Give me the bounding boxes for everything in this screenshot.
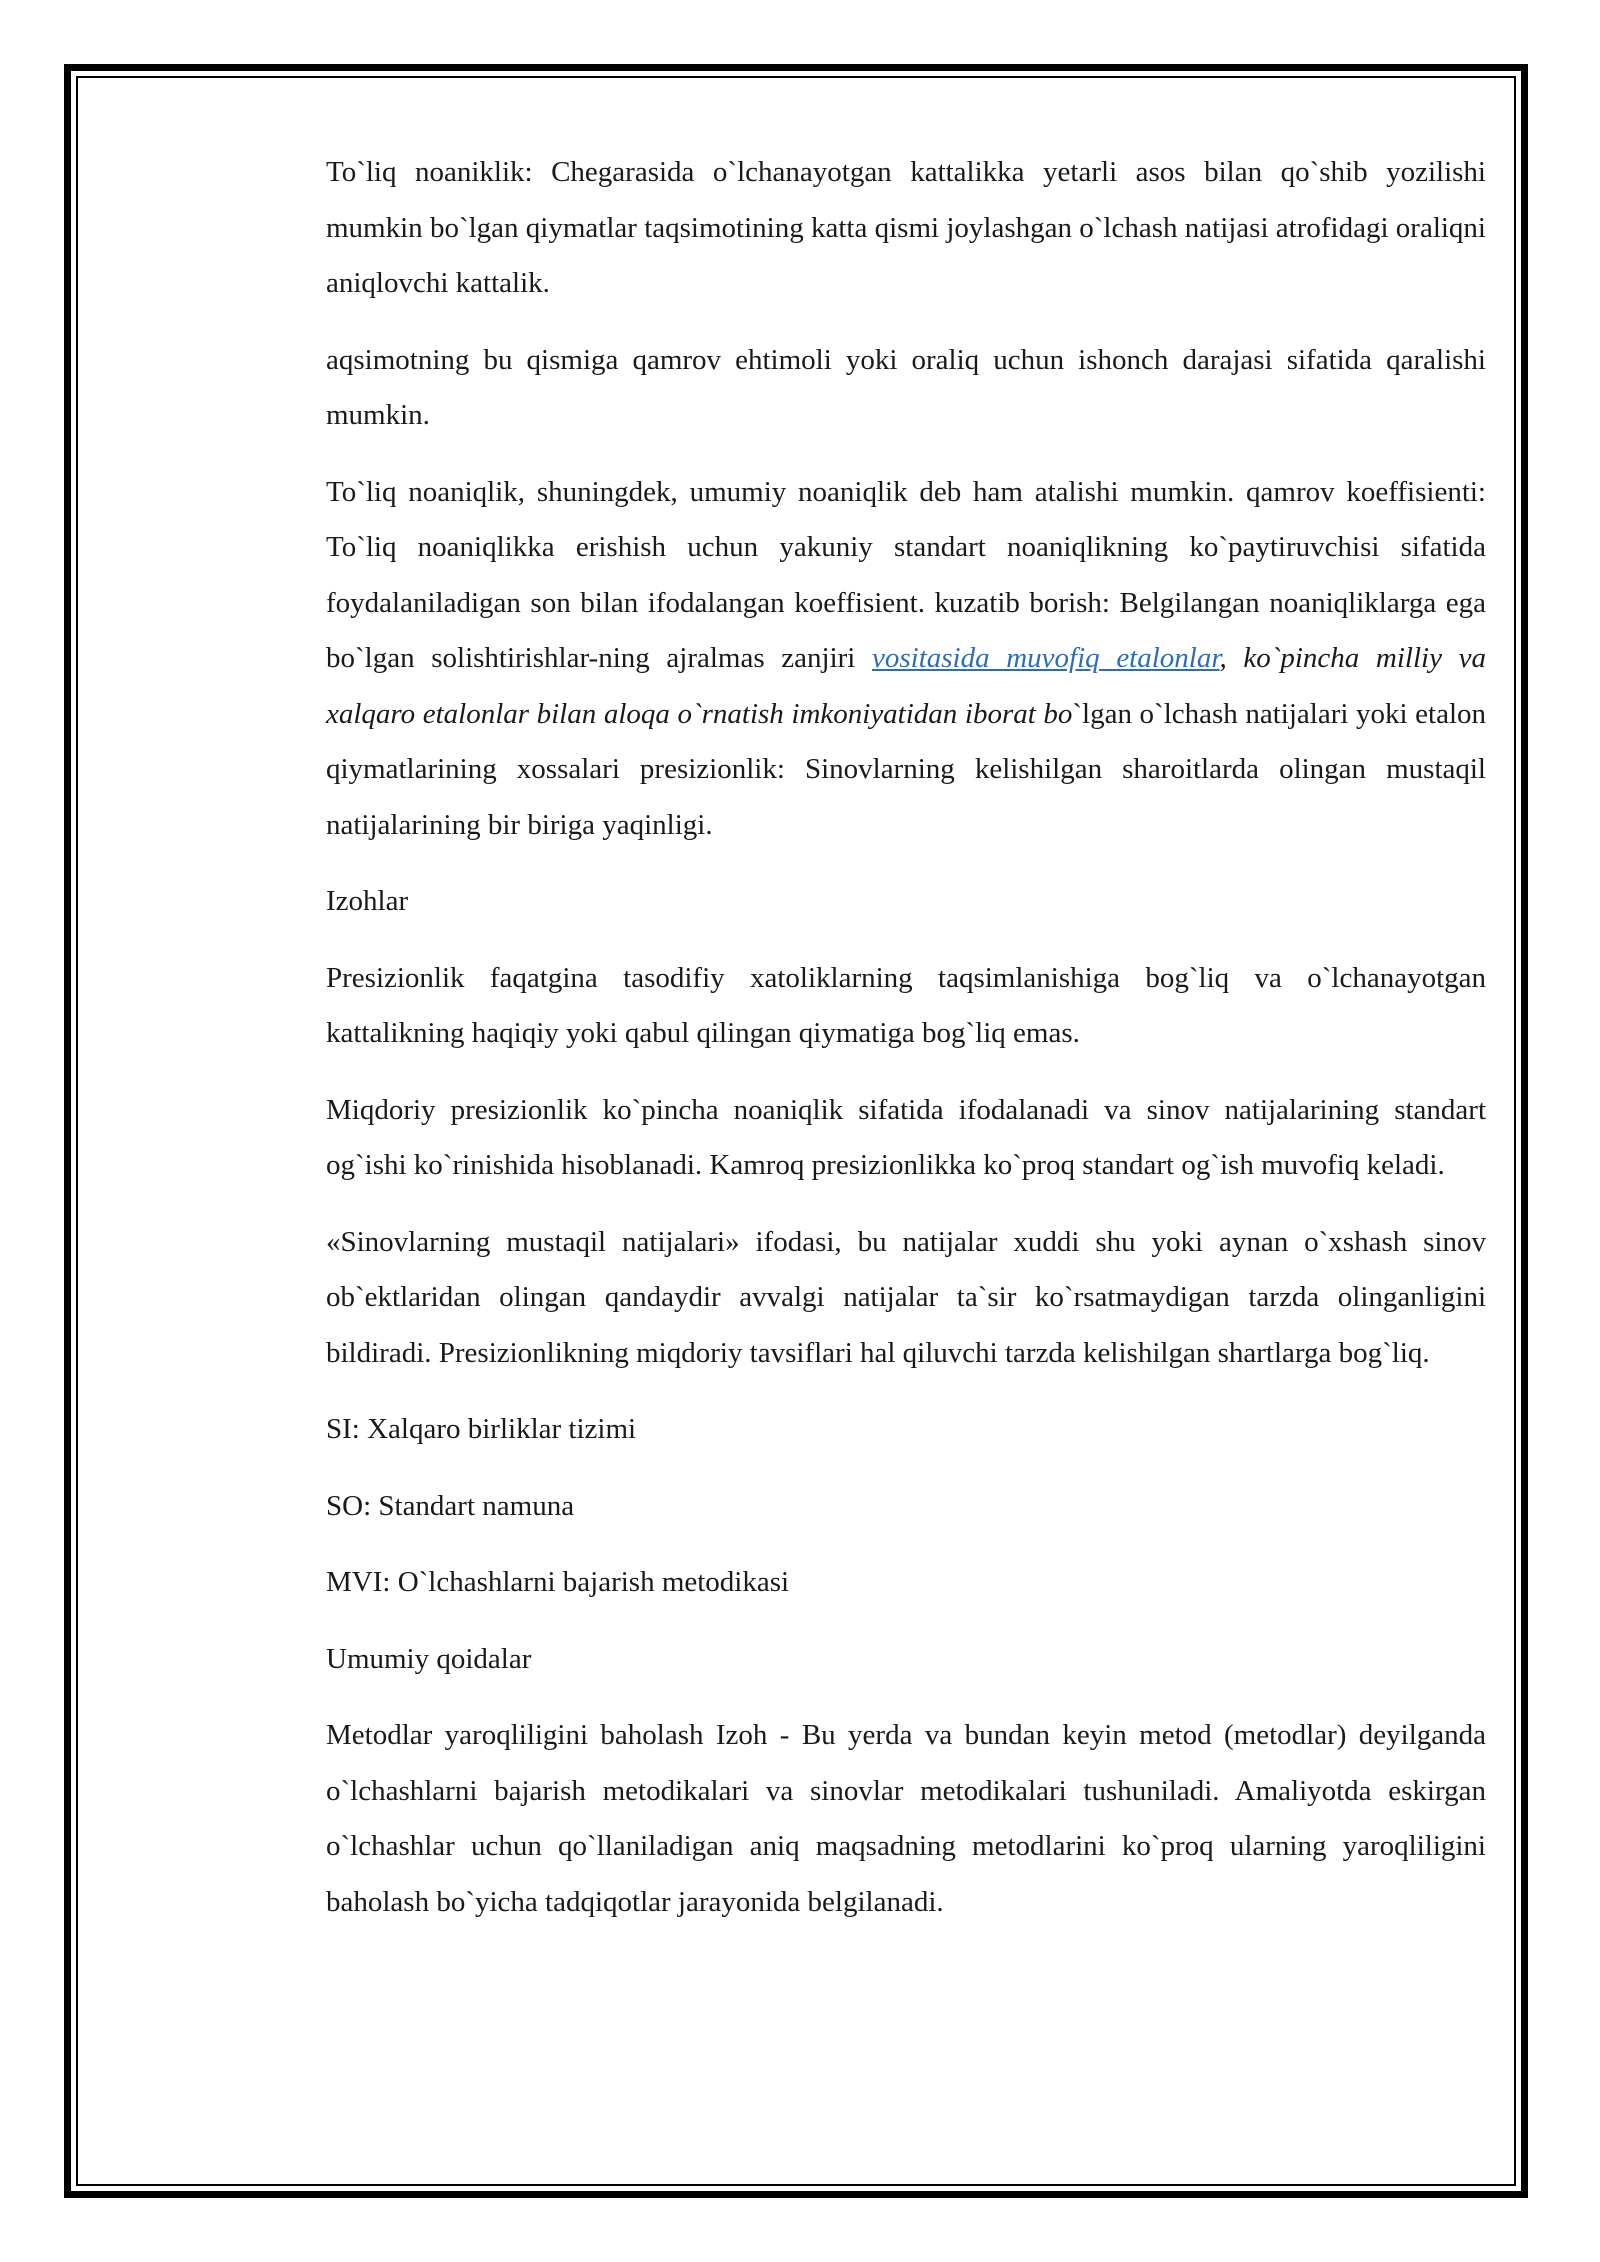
- paragraph-independent-results: «Sinovlarning mustaqil natijalari» ifodasi, bu natijalar xuddi shu yoki aynan o`xshash sinov ob`ektlaridan olingan qandaydir avvalgi natijalar ta`sir ko`rsatmaydigan tarzda olinganligini bildiradi. Presizionlikning miqdoriy tavsiflari hal qiluvchi tarzda kelishilgan shartlarga bog`liq.: [326, 1225, 1486, 1369]
- paragraph-quantitative-precision: Miqdoriy presizionlik ko`pincha noaniqlik sifatida ifodalanadi va sinov natijalarining standart og`ishi ko`rinishida hisoblanadi. Kamroq presizionlikka ko`proq standart og`ish muvofiq keladi.: [326, 1093, 1486, 1181]
- abbreviation-so: SO: Standart namuna: [326, 1489, 575, 1522]
- heading-notes: Izohlar: [326, 885, 409, 917]
- paragraph-traceability: [326, 465, 1486, 854]
- traceability-text-end: `lgan o`lchash natijalari yoki etalon qiymatlarining xossalari presizionlik: Sinovlarning kelishilgan sharoitlarda olingan mustaqil natijalarining bir biriga yaqinligi.: [326, 697, 1487, 841]
- heading-general-rules: Umumiy qoidalar: [326, 1642, 532, 1675]
- document-body: [326, 145, 1486, 1951]
- traceability-text: To`liq noaniqlik, shuningdek, umumiy noaniqlik deb ham atalishi mumkin. qamrov koeffisienti: To`liq noaniqlikka erishish uchun yakuniy standart noaniqlikning ko`paytiruvchisi sifatida foydalaniladigan son bilan ifodalangan koeffisient. kuzatib borish: Belgilangan noaniqliklarga ega bo`lgan solishtirishlar-ning ajralmas zanjiri: [326, 475, 1486, 674]
- traceability-italic-text: , ko`pincha milliy va xalqaro etalonlar bilan aloqa o`rnatish imkoniyatidan iborat bo: [326, 642, 1486, 730]
- abbreviation-mvi: MVI: O`lchashlarni bajarish metodikasi: [326, 1566, 790, 1598]
- paragraph-precision-random: Presizionlik faqatgina tasodifiy xatoliklarning taqsimlanishiga bog`liq va o`lchanayotgan kattalikning haqiqiy yoki qabul qilingan qiymatiga bog`liq emas.: [326, 961, 1486, 1049]
- abbreviation-si: SI: Xalqaro birliklar tizimi: [326, 1413, 637, 1445]
- paragraph-method-validity: Metodlar yaroqliligini baholash Izoh - Bu yerda va bundan keyin metod (metodlar) deyilganda o`lchashlarni bajarish metodikalari va sinovlar metodikalari tushuniladi. Amaliyotda eskirgan o`lchashlar uchun qo`llaniladigan aniq maqsadning metodlarini ko`proq ularning yaroqliligini baholash bo`yicha tadqiqotlar jarayonida belgilanadi.: [326, 1719, 1486, 1918]
- paragraph-total-uncertainty: To`liq noaniklik: Chegarasida o`lchanayotgan kattalikka yetarli asos bilan qo`shib yozilishi mumkin bo`lgan qiymatlar taqsimotining katta qismi joylashgan o`lchash natijasi atrofidagi oraliqni aniqlovchi kattalik.: [326, 156, 1486, 299]
- paragraph-coverage-probability: aqsimotning bu qismiga qamrov ehtimoli yoki oraliq uchun ishonch darajasi sifatida qaralishi mumkin.: [326, 343, 1486, 431]
- hyperlink-etalonlar[interactable]: vositasida muvofiq etalonlar: [871, 642, 1220, 674]
